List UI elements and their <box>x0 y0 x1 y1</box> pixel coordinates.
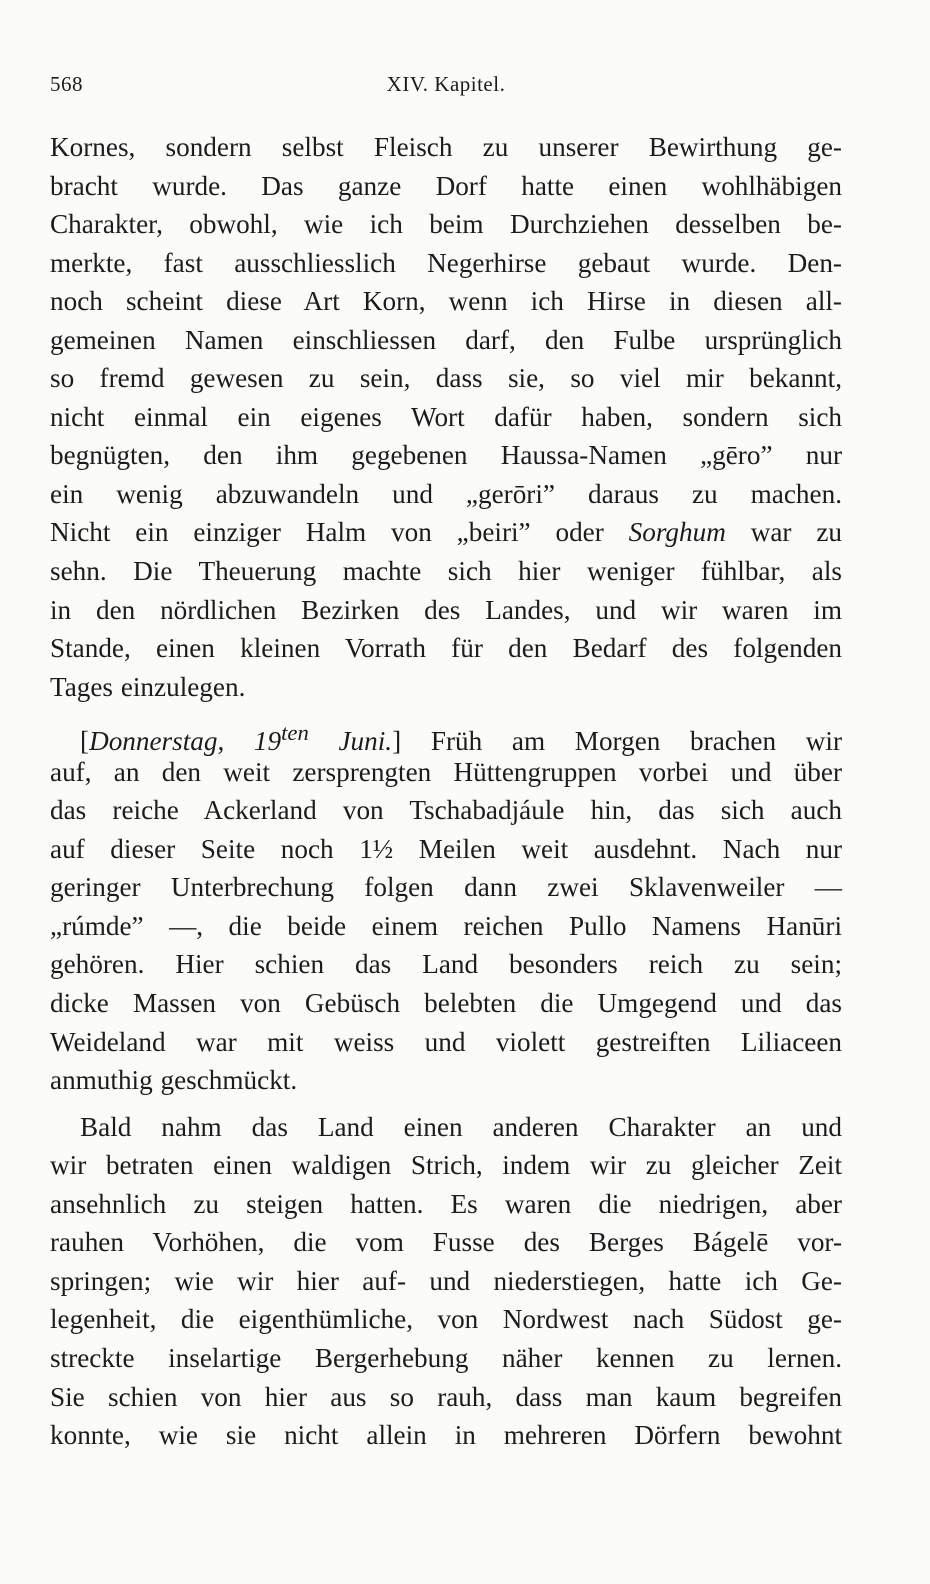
page-number: 568 <box>50 72 83 96</box>
text-line: noch scheint diese Art Korn, wenn ich Hirse in diesen all- <box>50 286 842 317</box>
text-line: Tages einzulegen. <box>50 671 246 702</box>
text-line: nicht einmal ein eigenes Wort dafür haben, sondern sich <box>50 401 842 432</box>
text-line: dicke Massen von Gebüsch belebten die Umgegend und das <box>50 988 842 1019</box>
paragraph-2 <box>50 714 842 1099</box>
text-line: wir betraten einen waldigen Strich, indem wir zu gleicher Zeit <box>50 1150 842 1181</box>
paragraph-gap <box>50 1100 842 1108</box>
text-line: auf dieser Seite noch 1½ Meilen weit ausdehnt. Nach nur <box>50 833 842 864</box>
book-page <box>50 72 842 1455</box>
text-line: rauhen Vorhöhen, die vom Fusse des Berges Bágelē vor- <box>50 1227 842 1258</box>
date-day: Donnerstag, 19 <box>89 726 282 757</box>
italic-term: Sorghum <box>628 517 726 548</box>
text-line: auf, an den weit zersprengten Hüttengruppen vorbei und über <box>50 756 842 787</box>
date-superscript: ten <box>281 720 309 746</box>
text-line: gehören. Hier schien das Land besonders reich zu sein; <box>50 949 842 980</box>
paragraph-gap <box>50 706 842 714</box>
text-line <box>50 714 843 757</box>
text-line: sehn. Die Theuerung machte sich hier weniger fühlbar, als <box>50 556 842 587</box>
text-segment: ] Früh am Morgen brachen wir <box>392 726 843 757</box>
text-line: in den nördlichen Bezirken des Landes, und wir waren im <box>50 594 842 625</box>
text-line: begnügten, den ihm gegebenen Haussa-Namen „gēro” nur <box>50 440 842 471</box>
text-segment: war zu <box>725 517 842 548</box>
text-line: gemeinen Namen einschliessen darf, den Fulbe ursprünglich <box>50 324 842 355</box>
bracket: [ <box>80 726 90 757</box>
text-line: Sie schien von hier aus so rauh, dass man kaum begreifen <box>50 1381 842 1412</box>
chapter-title: XIV. Kapitel. <box>386 72 506 96</box>
text-line: so fremd gewesen zu sein, dass sie, so viel mir bekannt, <box>50 363 842 394</box>
running-head <box>50 72 842 106</box>
text-line: bracht wurde. Das ganze Dorf hatte einen wohlhäbigen <box>50 170 842 201</box>
text-segment: Nicht ein einziger Halm von „beiri” oder <box>50 517 629 548</box>
text-line: das reiche Ackerland von Tschabadjáule hin, das sich auch <box>50 795 842 826</box>
text-line: konnte, wie sie nicht allein in mehreren Dörfern bewohnt <box>50 1420 842 1451</box>
text-line: Weideland war mit weiss und violett gestreiften Liliaceen <box>50 1026 842 1057</box>
text-line: Kornes, sondern selbst Fleisch zu unserer Bewirthung ge- <box>50 132 842 162</box>
text-line: merkte, fast ausschliesslich Negerhirse gebaut wurde. Den- <box>50 247 842 278</box>
text-line: geringer Unterbrechung folgen dann zwei Sklavenweiler — <box>50 872 842 903</box>
text-line: Stande, einen kleinen Vorrath für den Bedarf des folgenden <box>50 633 842 664</box>
text-line <box>50 513 842 552</box>
paragraph-1 <box>50 128 842 706</box>
text-line: streckte inselartige Bergerhebung näher kennen zu lernen. <box>50 1342 842 1373</box>
text-line: ansehnlich zu steigen hatten. Es waren die niedrigen, aber <box>50 1188 842 1219</box>
date-heading <box>89 720 393 757</box>
text-line: springen; wie wir hier auf- und niederstiegen, hatte ich Ge- <box>50 1265 842 1296</box>
date-month: Juni. <box>308 726 393 757</box>
text-line: ein wenig abzuwandeln und „gerōri” daraus zu machen. <box>50 478 842 509</box>
text-line: anmuthig geschmückt. <box>50 1065 298 1096</box>
text-line: Bald nahm das Land einen anderen Charakter an und <box>80 1111 842 1142</box>
paragraph-3 <box>50 1108 842 1455</box>
text-line: „rúmde” —, die beide einem reichen Pullo Namens Hanūri <box>50 910 842 941</box>
text-line: legenheit, die eigenthümliche, von Nordwest nach Südost ge- <box>50 1304 842 1335</box>
text-line: Charakter, obwohl, wie ich beim Durchziehen desselben be- <box>50 209 842 240</box>
